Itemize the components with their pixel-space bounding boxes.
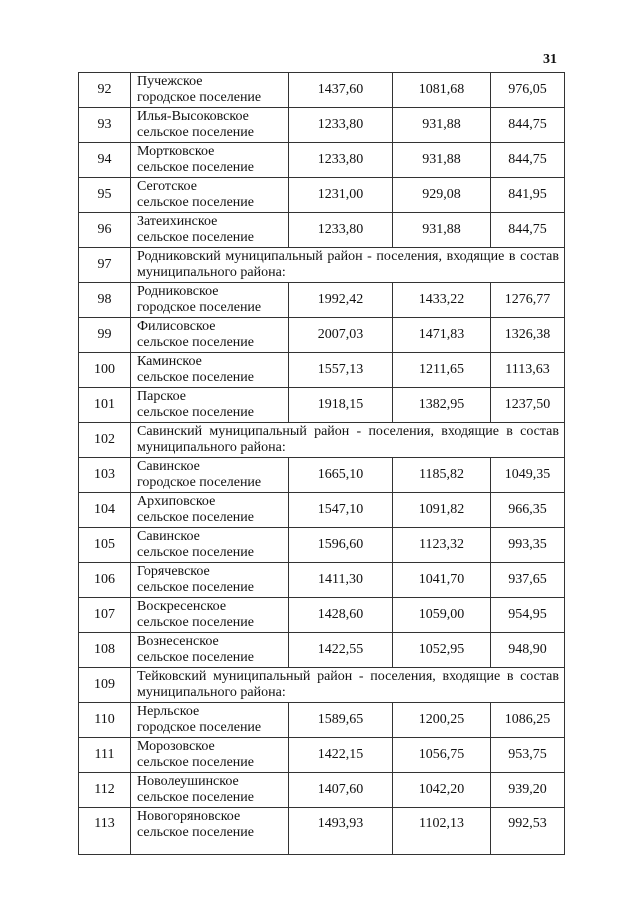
- value-col2: 1123,32: [393, 528, 491, 563]
- settlement-name-line2: сельское поселение: [137, 125, 254, 140]
- settlement-name-line2: сельское поселение: [137, 370, 254, 385]
- section-header-row: [79, 248, 565, 283]
- settlement-name-line1: Пучежское: [137, 74, 203, 89]
- settlement-name-line1: Воскресенское: [137, 599, 227, 614]
- row-number: 110: [79, 703, 131, 738]
- row-number: 95: [79, 178, 131, 213]
- table-row: [79, 703, 565, 738]
- settlement-name: [131, 808, 289, 855]
- settlement-name-line1: Новолеушинское: [137, 774, 239, 789]
- table-row: [79, 388, 565, 423]
- settlement-name-line2: городское поселение: [137, 90, 262, 105]
- value-col2: 1081,68: [393, 73, 491, 108]
- value-col3: 1113,63: [491, 353, 565, 388]
- section-header-row: [79, 668, 565, 703]
- section-header-row: [79, 423, 565, 458]
- table-row: [79, 458, 565, 493]
- value-col2: 1091,82: [393, 493, 491, 528]
- value-col3: 844,75: [491, 108, 565, 143]
- settlement-name: [131, 178, 289, 213]
- settlement-name-line1: Родниковское: [137, 284, 219, 299]
- settlement-name-line2: сельское поселение: [137, 160, 254, 175]
- value-col2: 1052,95: [393, 633, 491, 668]
- row-number: 93: [79, 108, 131, 143]
- table-row: [79, 528, 565, 563]
- value-col3: 993,35: [491, 528, 565, 563]
- settlement-name-line1: Илья-Высоковское: [137, 109, 249, 124]
- value-col2: 1185,82: [393, 458, 491, 493]
- value-col3: 1276,77: [491, 283, 565, 318]
- value-col1: 1665,10: [289, 458, 393, 493]
- value-col2: 1056,75: [393, 738, 491, 773]
- row-number: 96: [79, 213, 131, 248]
- value-col1: 1233,80: [289, 143, 393, 178]
- value-col1: 1596,60: [289, 528, 393, 563]
- settlement-name: [131, 353, 289, 388]
- settlement-name: [131, 563, 289, 598]
- row-number: 111: [79, 738, 131, 773]
- settlement-name-line2: сельское поселение: [137, 510, 254, 525]
- row-number: 106: [79, 563, 131, 598]
- district-heading: Тейковский муниципальный район - поселения, входящие в состав муниципального района:: [131, 668, 565, 703]
- row-number: 97: [79, 248, 131, 283]
- settlement-name: [131, 703, 289, 738]
- row-number: 92: [79, 73, 131, 108]
- page-number: 31: [543, 52, 557, 67]
- settlement-name-line2: сельское поселение: [137, 615, 254, 630]
- table-row: [79, 213, 565, 248]
- settlements-table: [78, 72, 565, 855]
- value-col1: 1422,15: [289, 738, 393, 773]
- settlement-name: [131, 773, 289, 808]
- value-col2: 929,08: [393, 178, 491, 213]
- settlement-name-line2: сельское поселение: [137, 230, 254, 245]
- settlement-name-line1: Архиповское: [137, 494, 216, 509]
- settlement-name-line1: Горячевское: [137, 564, 210, 579]
- row-number: 100: [79, 353, 131, 388]
- value-col2: 931,88: [393, 213, 491, 248]
- settlement-name-line2: сельское поселение: [137, 195, 254, 210]
- settlement-name: [131, 738, 289, 773]
- value-col1: 1233,80: [289, 213, 393, 248]
- value-col1: 1992,42: [289, 283, 393, 318]
- settlement-name: [131, 143, 289, 178]
- row-number: 101: [79, 388, 131, 423]
- value-col3: 1049,35: [491, 458, 565, 493]
- row-number: 103: [79, 458, 131, 493]
- table-row: [79, 108, 565, 143]
- table-row: [79, 633, 565, 668]
- settlement-name: [131, 213, 289, 248]
- settlement-name: [131, 388, 289, 423]
- value-col3: 939,20: [491, 773, 565, 808]
- value-col1: 1231,00: [289, 178, 393, 213]
- district-heading: Родниковский муниципальный район - поселения, входящие в состав муниципального района:: [131, 248, 565, 283]
- value-col1: 1493,93: [289, 808, 393, 855]
- settlement-name-line1: Вознесенское: [137, 634, 219, 649]
- table-row: [79, 563, 565, 598]
- settlement-name-line2: сельское поселение: [137, 405, 254, 420]
- table-row: [79, 353, 565, 388]
- value-col1: 1428,60: [289, 598, 393, 633]
- settlement-name: [131, 598, 289, 633]
- value-col3: 948,90: [491, 633, 565, 668]
- settlement-name: [131, 108, 289, 143]
- settlement-name-line1: Нерльское: [137, 704, 200, 719]
- table-row: [79, 318, 565, 353]
- value-col3: 953,75: [491, 738, 565, 773]
- table-row: [79, 598, 565, 633]
- value-col3: 844,75: [491, 213, 565, 248]
- settlement-name: [131, 633, 289, 668]
- table-row: [79, 808, 565, 855]
- settlement-name: [131, 458, 289, 493]
- value-col2: 1382,95: [393, 388, 491, 423]
- value-col3: 992,53: [491, 808, 565, 855]
- settlement-name-line1: Затеихинское: [137, 214, 218, 229]
- settlement-name-line2: сельское поселение: [137, 545, 254, 560]
- settlement-name-line1: Парское: [137, 389, 187, 404]
- district-heading: Савинский муниципальный район - поселения, входящие в состав муниципального района:: [131, 423, 565, 458]
- table-row: [79, 283, 565, 318]
- settlement-name-line2: городское поселение: [137, 720, 262, 735]
- settlement-name: [131, 73, 289, 108]
- value-col3: 954,95: [491, 598, 565, 633]
- row-number: 112: [79, 773, 131, 808]
- table-row: [79, 738, 565, 773]
- table-body: [79, 73, 565, 855]
- settlement-name-line2: сельское поселение: [137, 755, 254, 770]
- table-row: [79, 73, 565, 108]
- row-number: 102: [79, 423, 131, 458]
- settlement-name-line1: Новогоряновское: [137, 809, 241, 824]
- value-col1: 1589,65: [289, 703, 393, 738]
- row-number: 99: [79, 318, 131, 353]
- row-number: 113: [79, 808, 131, 855]
- settlement-name-line2: городское поселение: [137, 475, 262, 490]
- settlement-name-line2: сельское поселение: [137, 825, 254, 840]
- value-col3: 966,35: [491, 493, 565, 528]
- table-row: [79, 178, 565, 213]
- value-col2: 1042,20: [393, 773, 491, 808]
- value-col1: 1557,13: [289, 353, 393, 388]
- row-number: 105: [79, 528, 131, 563]
- table-row: [79, 773, 565, 808]
- row-number: 107: [79, 598, 131, 633]
- value-col2: 1200,25: [393, 703, 491, 738]
- value-col2: 931,88: [393, 108, 491, 143]
- row-number: 98: [79, 283, 131, 318]
- settlement-name-line2: городское поселение: [137, 300, 262, 315]
- value-col2: 1102,13: [393, 808, 491, 855]
- row-number: 109: [79, 668, 131, 703]
- settlement-name-line1: Савинское: [137, 529, 200, 544]
- value-col3: 841,95: [491, 178, 565, 213]
- settlement-name: [131, 493, 289, 528]
- value-col2: 931,88: [393, 143, 491, 178]
- table-row: [79, 493, 565, 528]
- value-col1: 1233,80: [289, 108, 393, 143]
- value-col1: 1411,30: [289, 563, 393, 598]
- value-col1: 1422,55: [289, 633, 393, 668]
- settlement-name-line2: сельское поселение: [137, 790, 254, 805]
- row-number: 94: [79, 143, 131, 178]
- row-number: 108: [79, 633, 131, 668]
- settlement-name: [131, 318, 289, 353]
- settlement-name-line2: сельское поселение: [137, 335, 254, 350]
- value-col1: 1918,15: [289, 388, 393, 423]
- value-col3: 937,65: [491, 563, 565, 598]
- value-col1: 1437,60: [289, 73, 393, 108]
- value-col2: 1059,00: [393, 598, 491, 633]
- row-number: 104: [79, 493, 131, 528]
- value-col2: 1041,70: [393, 563, 491, 598]
- settlement-name-line1: Каминское: [137, 354, 202, 369]
- value-col3: 844,75: [491, 143, 565, 178]
- value-col2: 1433,22: [393, 283, 491, 318]
- settlement-name: [131, 283, 289, 318]
- settlement-name-line1: Сеготское: [137, 179, 197, 194]
- value-col2: 1471,83: [393, 318, 491, 353]
- value-col3: 1237,50: [491, 388, 565, 423]
- value-col3: 1086,25: [491, 703, 565, 738]
- value-col2: 1211,65: [393, 353, 491, 388]
- settlement-name-line1: Савинское: [137, 459, 200, 474]
- settlement-name: [131, 528, 289, 563]
- value-col1: 1407,60: [289, 773, 393, 808]
- settlement-name-line2: сельское поселение: [137, 650, 254, 665]
- value-col3: 1326,38: [491, 318, 565, 353]
- value-col1: 2007,03: [289, 318, 393, 353]
- settlement-name-line1: Морозовское: [137, 739, 215, 754]
- value-col1: 1547,10: [289, 493, 393, 528]
- table-row: [79, 143, 565, 178]
- settlement-name-line1: Филисовское: [137, 319, 216, 334]
- settlement-name-line2: сельское поселение: [137, 580, 254, 595]
- value-col3: 976,05: [491, 73, 565, 108]
- settlement-name-line1: Мортковское: [137, 144, 215, 159]
